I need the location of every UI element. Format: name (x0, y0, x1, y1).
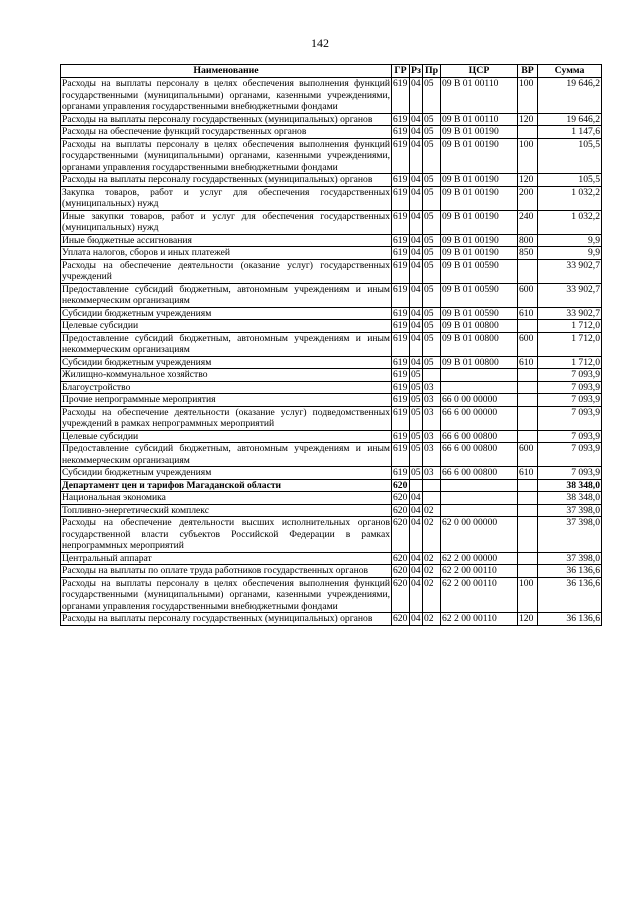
cell-pr: 02 (423, 613, 441, 626)
budget-table (60, 64, 602, 626)
cell-rz: 04 (410, 138, 423, 174)
cell-sum: 36 136,6 (538, 613, 602, 626)
cell-sum: 19 646,2 (538, 78, 602, 114)
cell-name: Целевые субсидии (61, 320, 392, 333)
cell-sum: 33 902,7 (538, 259, 602, 283)
cell-vr: 100 (518, 138, 538, 174)
cell-rz: 05 (411, 369, 421, 380)
cell-name: Расходы на выплаты персоналу государственных (муниципальных) органов (61, 613, 392, 626)
cell-sum: 7 093,9 (538, 467, 602, 480)
table-row (61, 234, 602, 247)
table-row (61, 283, 602, 307)
cell-csr (441, 504, 518, 517)
cell-name: Расходы на выплаты по оплате труда работников государственных органов (61, 565, 392, 578)
cell-rz: 05 (411, 467, 421, 478)
cell-rz: 04 (411, 307, 421, 319)
cell-gr: 619 (392, 113, 410, 126)
table-row (61, 174, 602, 187)
cell-name: Топливно-энергетический комплекс (61, 504, 392, 517)
cell-csr: 62 2 00 00110 (441, 613, 518, 626)
cell-csr: 09 В 01 00110 (441, 113, 518, 126)
cell-gr: 620 (392, 552, 410, 565)
cell-csr: 09 В 01 00190 (441, 234, 518, 247)
cell-name: Субсидии бюджетным учреждениям (61, 307, 392, 320)
cell-pr: 05 (423, 126, 441, 139)
cell-vr: 850 (518, 247, 538, 260)
cell-name: Иные закупки товаров, работ и услуг для обеспечения государственных (муниципальных) нужд (62, 210, 390, 233)
cell-vr (518, 517, 538, 553)
cell-sum: 7 093,9 (538, 394, 602, 407)
cell-vr: 800 (518, 234, 538, 247)
cell-sum: 105,5 (538, 138, 602, 174)
cell-name: Национальная экономика (61, 492, 392, 505)
cell-csr: 09 В 01 00190 (441, 174, 518, 187)
cell-vr (518, 320, 538, 333)
cell-gr: 619 (392, 247, 410, 260)
cell-rz: 04 (411, 113, 421, 125)
cell-name: Иные бюджетные ассигнования (61, 234, 392, 247)
cell-csr: 09 В 01 00590 (441, 259, 518, 283)
cell-pr: 05 (423, 186, 441, 210)
col-header-gr: ГР (392, 65, 410, 78)
cell-sum: 1 032,2 (538, 186, 602, 210)
cell-vr (518, 394, 538, 407)
table-row (61, 467, 602, 480)
cell-vr (518, 381, 538, 394)
table-row (61, 307, 602, 320)
cell-vr: 200 (518, 186, 538, 210)
cell-vr: 120 (518, 613, 538, 626)
cell-gr: 619 (392, 78, 410, 114)
cell-name: Жилищно-коммунальное хозяйство (61, 369, 392, 382)
col-header-rz: Рз (411, 65, 421, 76)
cell-pr: 05 (423, 259, 441, 283)
cell-rz: 04 (411, 247, 421, 258)
cell-csr (441, 381, 518, 394)
cell-sum: 7 093,9 (538, 443, 602, 467)
cell-gr: 619 (392, 126, 410, 139)
cell-pr: 05 (423, 138, 441, 174)
cell-gr: 620 (392, 565, 410, 578)
cell-pr: 03 (423, 394, 441, 407)
table-row (61, 479, 602, 492)
cell-rz: 04 (410, 577, 423, 613)
table-row (61, 577, 602, 613)
cell-pr: 03 (423, 443, 441, 467)
cell-vr: 120 (518, 174, 538, 187)
table-row (61, 186, 602, 210)
cell-gr: 619 (392, 234, 410, 247)
cell-pr: 05 (423, 332, 441, 356)
cell-vr (518, 552, 538, 565)
cell-name: Расходы на выплаты персоналу в целях обеспечения выполнения функций государственными (муниципальными) органами, казенными учреждениями, органами управления государственными внебюджетными фондами (62, 138, 390, 173)
cell-vr: 100 (518, 78, 538, 114)
cell-vr: 120 (518, 113, 538, 126)
cell-name: Расходы на обеспечение деятельности высших исполнительных органов государственной власти субъектов Российской Федерации в рамках непрограммных мероприятий (62, 517, 390, 551)
cell-sum: 37 398,0 (538, 504, 602, 517)
cell-rz: 04 (411, 552, 421, 564)
cell-sum: 36 136,6 (538, 565, 602, 578)
cell-pr: 05 (423, 247, 441, 260)
cell-sum: 7 093,9 (538, 430, 602, 443)
cell-gr: 619 (392, 443, 410, 467)
cell-name: Уплата налогов, сборов и иных платежей (61, 247, 392, 260)
cell-sum: 37 398,0 (538, 517, 602, 553)
cell-rz: 05 (411, 394, 421, 405)
table-row (61, 332, 602, 356)
cell-csr: 62 2 00 00110 (441, 577, 518, 613)
cell-name: Предоставление субсидий бюджетным, автономным учреждениям и иным некоммерческим организациям (62, 283, 390, 306)
cell-vr (518, 126, 538, 139)
cell-sum: 9,9 (538, 247, 602, 260)
cell-name: Благоустройство (61, 381, 392, 394)
cell-gr: 619 (392, 381, 410, 394)
cell-pr: 03 (423, 430, 441, 443)
cell-gr: 620 (392, 577, 410, 613)
cell-pr: 02 (423, 517, 441, 553)
cell-pr (423, 479, 441, 492)
col-header-vr: ВР (518, 65, 538, 78)
cell-name: Департамент цен и тарифов Магаданской области (61, 479, 392, 492)
cell-rz: 04 (411, 234, 421, 246)
table-row (61, 259, 602, 283)
cell-gr: 620 (392, 504, 410, 517)
cell-gr: 620 (392, 517, 410, 553)
cell-pr: 05 (423, 283, 441, 307)
cell-csr (441, 369, 518, 382)
table-row (61, 517, 602, 553)
cell-pr: 05 (423, 174, 441, 187)
cell-vr: 600 (518, 332, 538, 356)
cell-rz: 04 (411, 504, 421, 516)
cell-sum: 38 348,0 (538, 479, 602, 492)
cell-csr: 09 В 01 00800 (441, 332, 518, 356)
cell-name: Субсидии бюджетным учреждениям (61, 467, 392, 480)
cell-vr: 610 (518, 307, 538, 320)
cell-rz: 04 (410, 186, 423, 210)
cell-sum: 1 147,6 (538, 126, 602, 139)
cell-name: Расходы на выплаты персоналу государственных (муниципальных) органов (61, 174, 392, 187)
table-row (61, 126, 602, 139)
cell-sum: 1 712,0 (538, 320, 602, 333)
cell-name: Субсидии бюджетным учреждениям (61, 356, 392, 369)
table-row (61, 138, 602, 174)
cell-pr: 05 (423, 307, 441, 320)
cell-rz: 04 (410, 210, 423, 234)
cell-gr: 619 (392, 138, 410, 174)
cell-pr: 03 (423, 467, 441, 480)
cell-rz: 04 (410, 332, 423, 356)
cell-csr: 66 6 00 00800 (441, 443, 518, 467)
cell-gr: 619 (392, 186, 410, 210)
cell-gr: 619 (392, 210, 410, 234)
cell-sum: 33 902,7 (538, 283, 602, 307)
cell-gr: 619 (392, 259, 410, 283)
cell-gr: 619 (392, 320, 410, 333)
cell-rz: 04 (410, 517, 423, 553)
cell-name: Расходы на выплаты персоналу в целях обеспечения выполнения функций государственными (муниципальными) органами, казенными учреждениями, органами управления государственными внебюджетными фондами (62, 577, 390, 612)
cell-pr: 03 (423, 381, 441, 394)
cell-pr: 02 (423, 565, 441, 578)
cell-rz: 04 (411, 126, 421, 137)
cell-gr: 619 (392, 332, 410, 356)
cell-pr (423, 369, 441, 382)
table-row (61, 406, 602, 430)
cell-name: Расходы на обеспечение деятельности (оказание услуг) подведомственных учреждений в рамках непрограммных мероприятий (62, 406, 390, 429)
cell-pr: 05 (423, 78, 441, 114)
table-row (61, 356, 602, 369)
cell-gr: 620 (392, 492, 410, 505)
cell-vr (518, 492, 538, 505)
cell-csr: 09 В 01 00110 (441, 78, 518, 114)
cell-rz: 04 (410, 78, 423, 114)
cell-rz: 05 (411, 430, 421, 442)
col-header-csr: ЦСР (441, 65, 518, 78)
table-row (61, 430, 602, 443)
cell-gr: 620 (392, 479, 410, 492)
cell-rz: 05 (410, 406, 423, 430)
cell-pr: 05 (423, 113, 441, 126)
cell-rz: 05 (411, 381, 421, 393)
cell-vr: 100 (518, 577, 538, 613)
table-row (61, 113, 602, 126)
cell-sum: 7 093,9 (538, 406, 602, 430)
cell-vr: 610 (518, 356, 538, 369)
cell-name: Центральный аппарат (61, 552, 392, 565)
col-header-pr: Пр (423, 65, 441, 78)
cell-sum: 37 398,0 (538, 552, 602, 565)
cell-vr: 240 (518, 210, 538, 234)
cell-sum: 1 712,0 (538, 332, 602, 356)
cell-vr: 600 (518, 443, 538, 467)
table-row (61, 210, 602, 234)
cell-csr: 09 В 01 00590 (441, 283, 518, 307)
table-row (61, 504, 602, 517)
cell-csr: 09 В 01 00800 (441, 356, 518, 369)
cell-sum: 38 348,0 (538, 492, 602, 505)
cell-name: Расходы на обеспечение функций государственных органов (61, 126, 392, 139)
cell-rz: 04 (411, 356, 421, 368)
cell-rz: 04 (410, 259, 423, 283)
cell-name: Расходы на выплаты персоналу в целях обеспечения выполнения функций государственными (муниципальными) органами, казенными учреждениями, органами управления государственными внебюджетными фондами (62, 78, 390, 112)
cell-vr (518, 259, 538, 283)
cell-name: Расходы на обеспечение деятельности (оказание услуг) государственных учреждений (62, 259, 390, 282)
cell-vr (518, 504, 538, 517)
cell-sum: 7 093,9 (538, 369, 602, 382)
cell-gr: 619 (392, 467, 410, 480)
cell-vr: 600 (518, 283, 538, 307)
cell-csr: 09 В 01 00800 (441, 320, 518, 333)
table-row (61, 78, 602, 114)
cell-rz: 04 (411, 320, 421, 331)
cell-pr: 02 (423, 577, 441, 613)
cell-csr: 66 6 00 00800 (441, 430, 518, 443)
cell-csr: 66 6 00 00000 (441, 406, 518, 430)
cell-csr: 62 2 00 00000 (441, 552, 518, 565)
cell-vr (518, 565, 538, 578)
cell-pr (423, 492, 441, 505)
cell-name: Целевые субсидии (61, 430, 392, 443)
cell-pr: 02 (423, 552, 441, 565)
table-row (61, 492, 602, 505)
cell-rz: 04 (411, 492, 421, 503)
table-row (61, 369, 602, 382)
cell-csr: 66 6 00 00800 (441, 467, 518, 480)
cell-pr: 03 (423, 406, 441, 430)
cell-rz: 04 (410, 283, 423, 307)
table-row (61, 565, 602, 578)
cell-vr (518, 479, 538, 492)
cell-pr: 02 (423, 504, 441, 517)
table-row (61, 381, 602, 394)
cell-name: Расходы на выплаты персоналу государственных (муниципальных) органов (61, 113, 392, 126)
cell-csr: 09 В 01 00190 (441, 126, 518, 139)
cell-csr: 09 В 01 00190 (441, 247, 518, 260)
cell-rz: 04 (411, 613, 421, 624)
cell-sum: 36 136,6 (538, 577, 602, 613)
cell-pr: 05 (423, 210, 441, 234)
table-header-row (61, 65, 602, 78)
cell-pr: 05 (423, 234, 441, 247)
cell-vr (518, 406, 538, 430)
cell-name: Прочие непрограммные мероприятия (61, 394, 392, 407)
cell-csr: 09 В 01 00190 (441, 186, 518, 210)
col-header-sum: Сумма (538, 65, 602, 78)
cell-gr: 619 (392, 430, 410, 443)
cell-sum: 9,9 (538, 234, 602, 247)
cell-csr: 62 0 00 00000 (441, 517, 518, 553)
cell-vr: 610 (518, 467, 538, 480)
cell-sum: 19 646,2 (538, 113, 602, 126)
cell-pr: 05 (423, 320, 441, 333)
cell-csr: 62 2 00 00110 (441, 565, 518, 578)
cell-vr (518, 430, 538, 443)
table-row (61, 613, 602, 626)
cell-csr (441, 479, 518, 492)
cell-name: Закупка товаров, работ и услуг для обеспечения государственных (муниципальных) нужд (62, 186, 390, 209)
cell-rz (410, 479, 423, 492)
cell-gr: 620 (392, 613, 410, 626)
cell-sum: 105,5 (538, 174, 602, 187)
cell-gr: 619 (392, 307, 410, 320)
cell-gr: 619 (392, 174, 410, 187)
cell-gr: 619 (392, 356, 410, 369)
cell-csr (441, 492, 518, 505)
cell-csr: 09 В 01 00590 (441, 307, 518, 320)
cell-gr: 619 (392, 369, 410, 382)
cell-csr: 09 В 01 00190 (441, 210, 518, 234)
cell-sum: 7 093,9 (538, 381, 602, 394)
cell-csr: 66 0 00 00000 (441, 394, 518, 407)
col-header-name: Наименование (61, 65, 392, 78)
table-row (61, 443, 602, 467)
table-row (61, 320, 602, 333)
cell-gr: 619 (392, 394, 410, 407)
cell-sum: 1 032,2 (538, 210, 602, 234)
cell-name: Предоставление субсидий бюджетным, автономным учреждениям и иным некоммерческим организациям (62, 443, 390, 466)
cell-rz: 04 (411, 565, 421, 576)
cell-csr: 09 В 01 00190 (441, 138, 518, 174)
cell-name: Предоставление субсидий бюджетным, автономным учреждениям и иным некоммерческим организациям (62, 332, 390, 355)
cell-pr: 05 (423, 356, 441, 369)
cell-sum: 1 712,0 (538, 356, 602, 369)
page-number: 142 (311, 36, 329, 50)
cell-gr: 619 (392, 406, 410, 430)
cell-vr (518, 369, 538, 382)
cell-gr: 619 (392, 283, 410, 307)
cell-rz: 05 (410, 443, 423, 467)
table-row (61, 552, 602, 565)
cell-sum: 33 902,7 (538, 307, 602, 320)
table-row (61, 247, 602, 260)
cell-rz: 04 (411, 174, 421, 185)
table-row (61, 394, 602, 407)
